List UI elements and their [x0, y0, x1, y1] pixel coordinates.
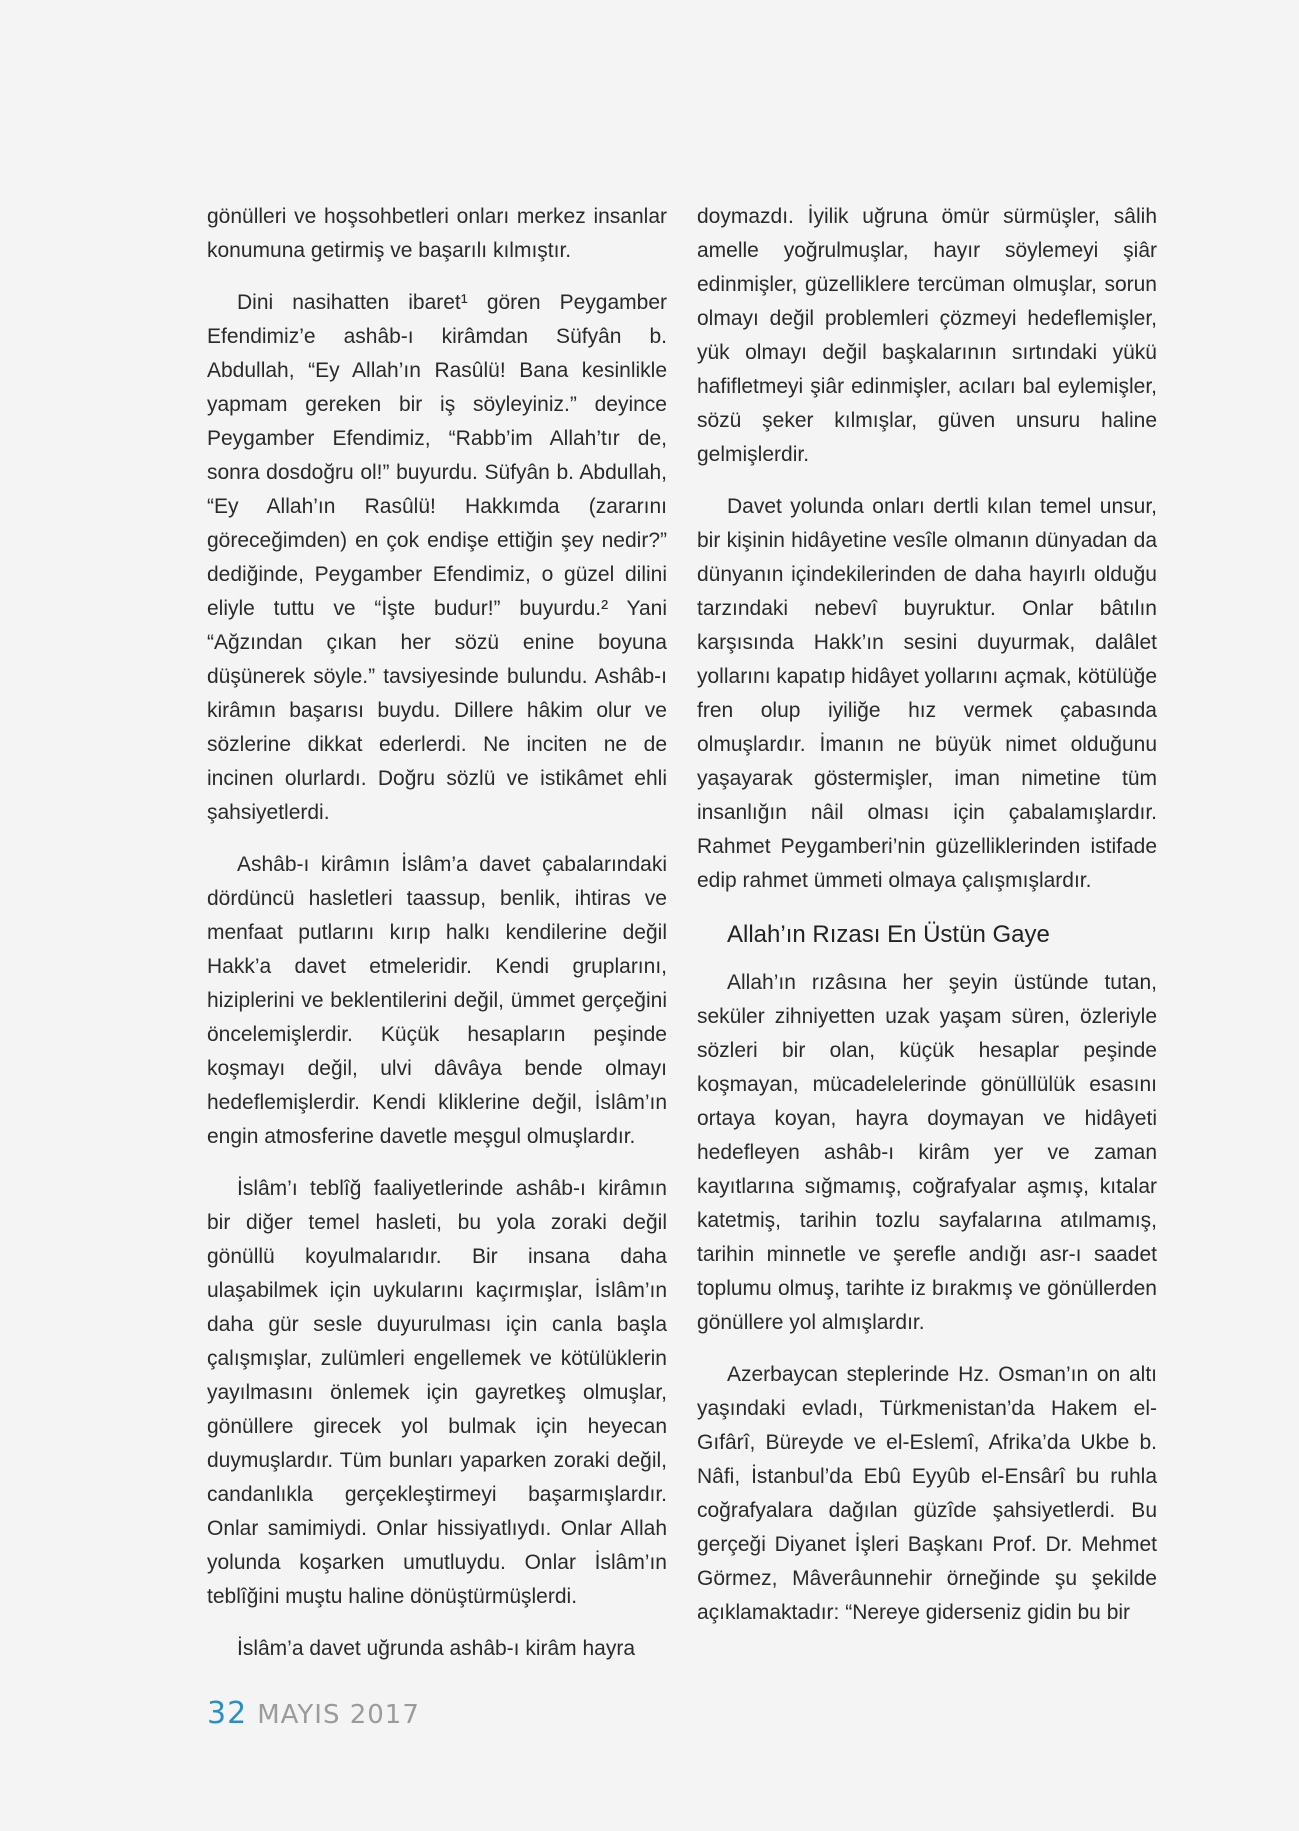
- right-paragraph-3: Allah’ın rızâsına her şeyin üstünde tutan, seküler zihniyetten uzak yaşam süren, özleriyle sözleri bir olan, küçük hesaplar peşinde koşmayan, mücadelelerinde gönüllülük esasını ortaya koyan, hayra doymayan ve hidâyeti hedefleyen ashâb-ı kirâm yer ve zaman kayıtlarına sığmamış, coğrafyalar aşmış, kıtalar katetmiş, tarihin tozlu sayfalarına atılmamış, tarihin minnetle ve şerefle andığı asr-ı saadet toplumu olmuş, tarihte iz bırakmış ve gönüllerden gönüllere yol almışlardır.: [697, 971, 1157, 1334]
- right-paragraph-2: Davet yolunda onları dertli kılan temel unsur, bir kişinin hidâyetine vesîle olmanın dünyadan da dünyanın içindekilerinden de daha hayırlı olduğu tarzındaki nebevî buyruktur. Onlar bâtılın karşısında Hakk’ın sesini duyurmak, dalâlet yollarını kapatıp hidâyet yollarını açmak, kötülüğe fren olup iyiliğe hız vermek çabasında olmuşlardır. İmanın ne büyük nimet olduğunu yaşayarak göstermişler, iman nimetine tüm insanlığın nâil olması için çabalamışlardır. Rahmet Peygamberi’nin güzelliklerinden istifade edip rahmet ümmeti olmaya çalışmışlardır.: [697, 495, 1157, 892]
- page-number: 32: [207, 1696, 248, 1731]
- left-paragraph-5: İslâm’a davet uğrunda ashâb-ı kirâm hayra: [237, 1637, 636, 1660]
- right-paragraph-4: Azerbaycan steplerinde Hz. Osman’ın on altı yaşındaki evladı, Türkmenistan’da Hakem el-Gıfârî, Büreyde ve el-Eslemî, Afrika’da Ukbe b. Nâfi, İstanbul’da Ebû Eyyûb el-Ensârî bu ruhla coğrafyalara dağılan güzîde şahsiyetlerdi. Bu gerçeği Diyanet İşleri Başkanı Prof. Dr. Mehmet Görmez, Mâverâunnehir örneğinde şu şekilde açıklamaktadır: “Nereye giderseniz gidin bu bir: [697, 1363, 1157, 1624]
- page-footer: [207, 1696, 420, 1731]
- left-column: [207, 200, 667, 1684]
- issue-date: MAYIS 2017: [257, 1700, 420, 1730]
- left-paragraph-3: Ashâb-ı kirâmın İslâm’a davet çabalarındaki dördüncü hasletleri taassup, benlik, ihtiras ve menfaat putlarını kırıp halkı kendilerine değil Hakk’a davet etmeleridir. Kendi gruplarını, hiziplerini ve beklentilerini değil, ümmet gerçeğini öncelemişlerdir. Küçük hesapların peşinde koşmayı değil, ulvi dâvâya bende olmayı hedeflemişlerdir. Kendi kliklerine değil, İslâm’ın engin atmosferine davetle meşgul olmuşlardır.: [207, 853, 667, 1148]
- left-paragraph-2: Dini nasihatten ibaret¹ gören Peygamber Efendimiz’e ashâb-ı kirâmdan Süfyân b. Abdullah, “Ey Allah’ın Rasûlü! Bana kesinlikle yapmam gereken bir iş söyleyiniz.” deyince Peygamber Efendimiz, “Rabb’im Allah’tır de, sonra dosdoğru ol!” buyurdu. Süfyân b. Abdullah, “Ey Allah’ın Rasûlü! Hakkımda (zararını göreceğimden) en çok endişe ettiğin şey nedir?” dediğinde, Peygamber Efendimiz, o güzel dilini eliyle tuttu ve “İşte budur!” buyurdu.² Yani “Ağzından çıkan her sözü enine boyuna düşünerek söyle.” tavsiyesinde bulundu. Ashâb-ı kirâmın başarısı buydu. Dillere hâkim olur ve sözlerine dikkat ederlerdi. Ne inciten ne de incinen olurlardı. Doğru sözlü ve istikâmet ehli şahsiyetlerdi.: [207, 291, 667, 824]
- left-paragraph-1: gönülleri ve hoşsohbetleri onları merkez insanlar konumuna getirmiş ve başarılı kılmıştır.: [207, 205, 667, 262]
- right-column: [697, 200, 1157, 1648]
- section-heading: Allah’ın Rızası En Üstün Gaye: [727, 921, 1050, 948]
- left-paragraph-4: İslâm’ı teblîğ faaliyetlerinde ashâb-ı kirâmın bir diğer temel hasleti, bu yola zoraki değil gönüllü koyulmalarıdır. Bir insana daha ulaşabilmek için uykularını kaçırmışlar, İslâm’ın daha gür sesle duyurulması için canla başla çalışmışlar, zulümleri engellemek ve kötülüklerin yayılmasını önlemek için gayretkeş olmuşlar, gönüllere girecek yol bulmak için heyecan duymuşlardır. Tüm bunları yaparken zoraki değil, candanlıkla gerçekleştirmeyi başarmışlardır. Onlar samimiydi. Onlar hissiyatlıydı. Onlar Allah yolunda koşarken umutluydu. Onlar İslâm’ın teblîğini muştu haline dönüştürmüşlerdi.: [207, 1177, 667, 1608]
- right-paragraph-1: doymazdı. İyilik uğruna ömür sürmüşler, sâlih amelle yoğrulmuşlar, hayır söylemeyi şiâr edinmişler, güzelliklere tercüman olmuşlar, sorun olmayı değil problemleri çözmeyi hedeflemişler, yük olmayı değil başkalarının sırtındaki yükü hafifletmeyi şiâr edinmişler, acıları bal eylemişler, sözü şeker kılmışlar, güven unsuru haline gelmişlerdir.: [697, 205, 1157, 466]
